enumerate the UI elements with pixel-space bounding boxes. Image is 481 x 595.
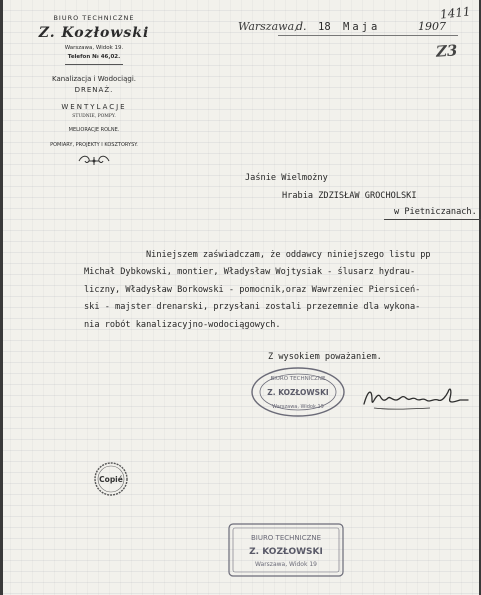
- body-line-2: Michał Dybkowski, montier, Władysław Wojtysiak - ślusarz hydrau-: [84, 267, 416, 277]
- letterhead-address: Warszawa, Widok 19.: [64, 45, 124, 51]
- recipient-salutation: Jaśnie Wielmożny: [245, 173, 328, 183]
- body-line-1: Niniejszem zaświadczam, że oddawcy niniejszego listu pp: [146, 250, 431, 260]
- date-prefix: d.: [296, 20, 307, 33]
- dateline: [238, 18, 458, 40]
- recipient-underline: [384, 219, 481, 220]
- date-year: 1907: [418, 20, 446, 33]
- letterhead-office: BIURO TECHNICZNE: [53, 14, 135, 22]
- body-line-3: liczny, Władysław Borkowski - pomocnik,oraz Wawrzeniec Piersiceń-: [84, 285, 421, 295]
- letterhead-company-name: Z. Kozłowski: [38, 25, 150, 41]
- ornament-icon: [77, 154, 111, 168]
- bottom-stamp-address-text: Warszawa, Widok 19: [254, 561, 318, 568]
- closing-salutation: Z wysokiem poważaniem.: [268, 352, 382, 362]
- left-scan-edge: [0, 0, 3, 595]
- body-line-4: ski - majster drenarski, przysłani zostali przezemnie dla wykona-: [84, 302, 421, 312]
- bottom-company-stamp: [227, 522, 345, 578]
- handwritten-number: 1411: [439, 4, 472, 22]
- recipient-place: w Pietniczanach.: [394, 207, 477, 217]
- bottom-stamp-name-text: Z. KOZŁOWSKI: [249, 547, 323, 557]
- signature: [360, 378, 470, 418]
- letterhead-service-melioration: MELIORACJE ROLNE.: [68, 127, 120, 133]
- copy-stamp: [93, 461, 129, 497]
- date-city: Warszawa,: [238, 20, 298, 33]
- handwritten-archive-mark: Z3: [435, 41, 458, 61]
- date-underline: [278, 35, 458, 36]
- copy-stamp-text: Copié: [99, 475, 123, 484]
- letterhead-phone: Telefon № 46,02.: [67, 54, 121, 60]
- letterhead-service-ventilation: WENTYLACJE: [61, 103, 127, 111]
- bottom-stamp-top-text: BIURO TECHNICZNE: [250, 534, 322, 542]
- stamp-bottom-text: Warszawa, Widok 19: [272, 404, 324, 410]
- letterhead: [34, 14, 154, 168]
- letterhead-service-drainage: DRENAŻ.: [74, 86, 114, 94]
- letterhead-divider: [65, 64, 123, 65]
- letterhead-service-plans: POMIARY, PROJEKTY I KOSZTORYSY.: [50, 142, 138, 148]
- date-month: Maja: [343, 21, 381, 33]
- stamp-top-text: BIURO TECHNICZNE: [270, 376, 326, 382]
- body-line-5: nia robót kanalizacyjno-wodociągowych.: [84, 320, 281, 330]
- stamp-name-text: Z. KOZŁOWSKI: [267, 388, 329, 397]
- company-stamp: [250, 366, 346, 418]
- letterhead-service-wells: STUDNIE, POMPY.: [72, 114, 116, 119]
- letterhead-service-sewer: Kanalizacja i Wodociągi.: [51, 75, 137, 83]
- recipient-name: Hrabia ZDZISŁAW GROCHOLSKI: [282, 191, 417, 201]
- date-day: 18: [318, 21, 331, 33]
